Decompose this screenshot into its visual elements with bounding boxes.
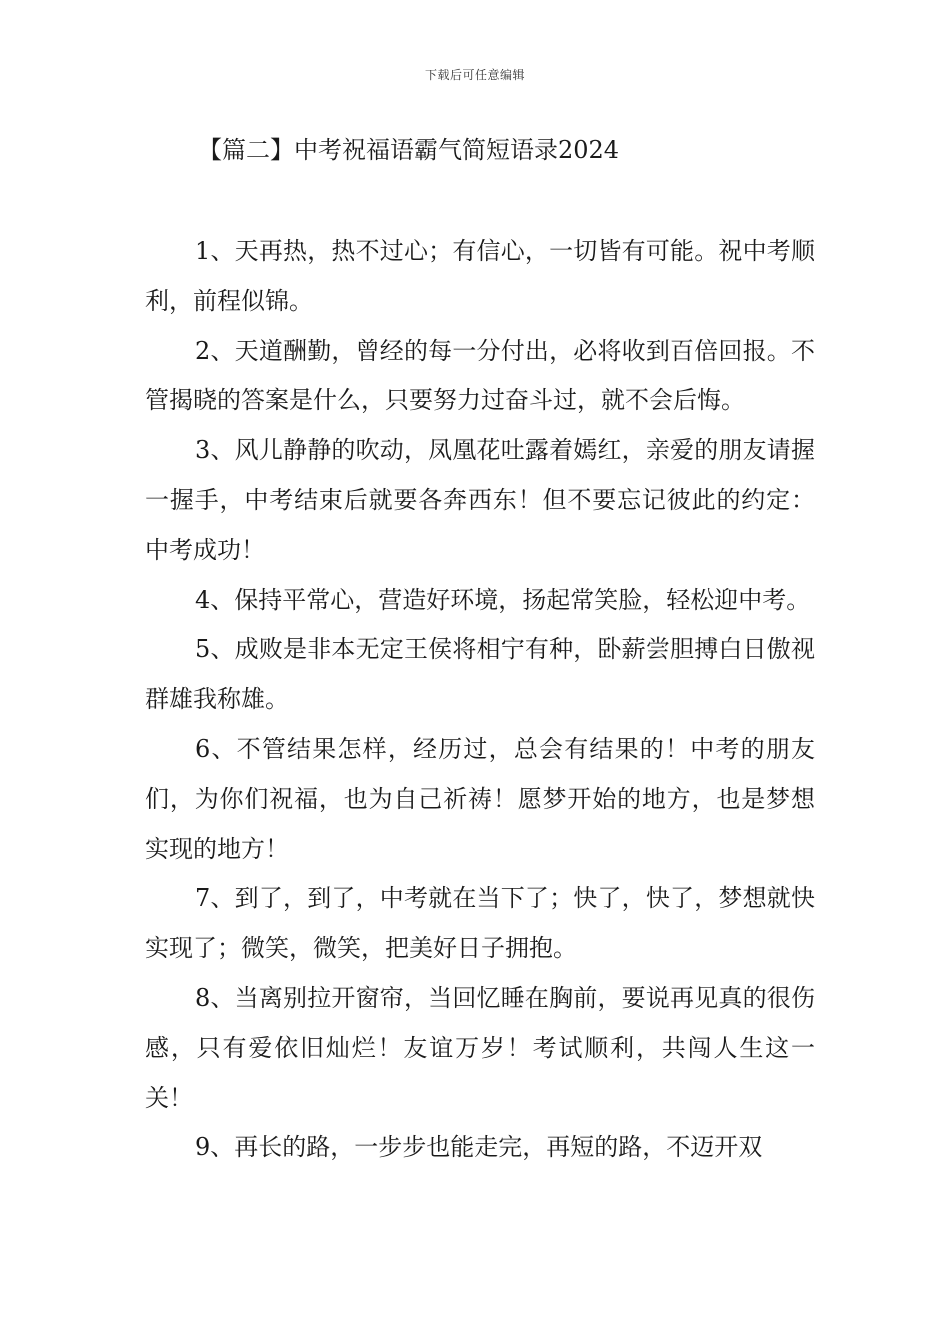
paragraph-8: 8、当离别拉开窗帘，当回忆睡在胸前，要说再见真的很伤感，只有爱依旧灿烂！友谊万岁！考试顺利，共闯人生这一关！ bbox=[145, 983, 815, 1112]
paragraph-6: 6、不管结果怎样，经历过，总会有结果的！中考的朋友们，为你们祝福，也为自己祈祷！愿梦开始的地方，也是梦想实现的地方！ bbox=[145, 734, 815, 863]
paragraph-7: 7、到了，到了，中考就在当下了；快了，快了，梦想就快实现了；微笑，微笑，把美好日子拥抱。 bbox=[145, 884, 815, 963]
header-note: 下载后可任意编辑 bbox=[424, 68, 525, 82]
paragraph-3: 3、风儿静静的吹动，凤凰花吐露着嫣红，亲爱的朋友请握一握手，中考结束后就要各奔西东！但不要忘记彼此的约定：中考成功！ bbox=[145, 436, 815, 564]
document-body bbox=[145, 227, 815, 1173]
document-title: 【篇二】中考祝福语霸气简短语录2024 bbox=[198, 136, 620, 164]
paragraph-4: 4、保持平常心，营造好环境，扬起常笑脸，轻松迎中考。 bbox=[195, 585, 811, 614]
paragraph-5: 5、成败是非本无定王侯将相宁有种，卧薪尝胆搏白日傲视群雄我称雄。 bbox=[145, 635, 815, 714]
paragraph-1: 1、天再热，热不过心；有信心，一切皆有可能。祝中考顺利，前程似锦。 bbox=[145, 237, 815, 315]
paragraph-9: 9、再长的路，一步步也能走完，再短的路，不迈开双 bbox=[195, 1133, 763, 1162]
paragraph-2: 2、天道酬勤，曾经的每一分付出，必将收到百倍回报。不管揭晓的答案是什么，只要努力过奋斗过，就不会后悔。 bbox=[145, 336, 815, 415]
